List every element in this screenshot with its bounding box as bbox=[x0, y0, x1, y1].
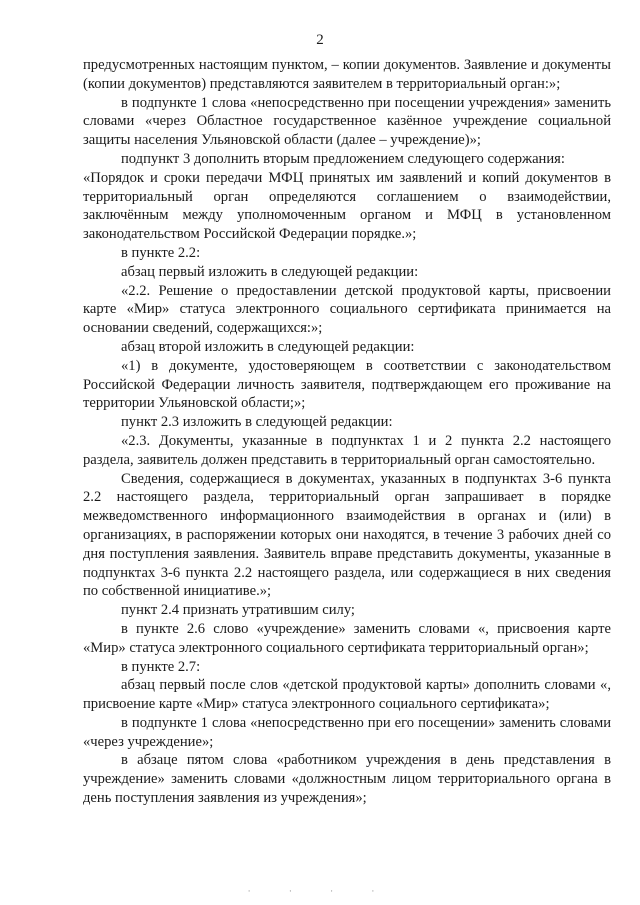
paragraph: предусмотренных настоящим пунктом, – копии документов. Заявление и документы (копии документов) представляются заявителем в территориальный орган:»; bbox=[83, 57, 611, 92]
footer-marks: · · · · bbox=[247, 886, 393, 896]
paragraph: «2.2. Решение о предоставлении детской продуктовой карты, присвоении карте «Мир» статуса электронного социального сертификата принимается на основании сведений, содержащихся:»; bbox=[83, 282, 611, 337]
paragraph: в пункте 2.6 слово «учреждение» заменить словами «, присвоения карте «Мир» статуса электронного социального сертификата территориальный орган»; bbox=[83, 620, 611, 656]
paragraph: «1) в документе, удостоверяющем в соответствии с законодательством Российской Федерации личность заявителя, подтверждающем его проживание на территории Ульяновской области;»; bbox=[83, 357, 611, 412]
paragraph: абзац первый после слов «детской продуктовой карты» дополнить словами «, присвоение карте «Мир» статуса электронного социального сертификата»; bbox=[83, 677, 611, 713]
paragraph: Сведения, содержащиеся в документах, указанных в подпунктах 3-6 пункта 2.2 настоящего раздела, территориальный орган запрашивает в порядке межведомственного информационного взаимодействия в органах и (или) в организациях, в распоряжении которых они находятся, в течение 3 рабочих дней со дня поступления заявления. Заявитель вправе представить документы, указанные в подпунктах 3-6 пункта 2.2 настоящего раздела, или содержащиеся в них сведения по собственной инициативе.»; bbox=[83, 470, 611, 600]
page-number: 2 bbox=[316, 32, 324, 48]
paragraph: подпункт 3 дополнить вторым предложением следующего содержания: bbox=[121, 150, 565, 167]
document-body bbox=[83, 56, 611, 808]
paragraph: абзац первый изложить в следующей редакции: bbox=[121, 263, 419, 280]
paragraph: в пункте 2.7: bbox=[121, 658, 201, 675]
paragraph: в подпункте 1 слова «непосредственно при его посещении» заменить словами «через учреждение»; bbox=[83, 714, 611, 750]
paragraph: в пункте 2.2: bbox=[121, 244, 201, 261]
paragraph: «2.3. Документы, указанные в подпунктах 1 и 2 пункта 2.2 настоящего раздела, заявитель должен представить в территориальный орган самостоятельно. bbox=[83, 432, 611, 468]
paragraph: пункт 2.3 изложить в следующей редакции: bbox=[121, 414, 393, 431]
paragraph: в абзаце пятом слова «работником учреждения в день представления в учреждение» заменить словами «должностным лицом территориального органа в день поступления заявления из учреждения»; bbox=[83, 752, 611, 807]
paragraph: абзац второй изложить в следующей редакции: bbox=[121, 338, 415, 355]
paragraph: пункт 2.4 признать утратившим силу; bbox=[121, 602, 355, 619]
paragraph: в подпункте 1 слова «непосредственно при посещении учреждения» заменить словами «через Областное государственное казённое учреждение социальной защиты населения Ульяновской области (далее – учреждение)»; bbox=[83, 94, 611, 149]
paragraph: «Порядок и сроки передачи МФЦ принятых им заявлений и копий документов в территориальный орган определяются соглашением о взаимодействии, заключённым между уполномоченным органом и МФЦ в установленном законодательством Российской Федерации порядке.»; bbox=[83, 169, 611, 243]
